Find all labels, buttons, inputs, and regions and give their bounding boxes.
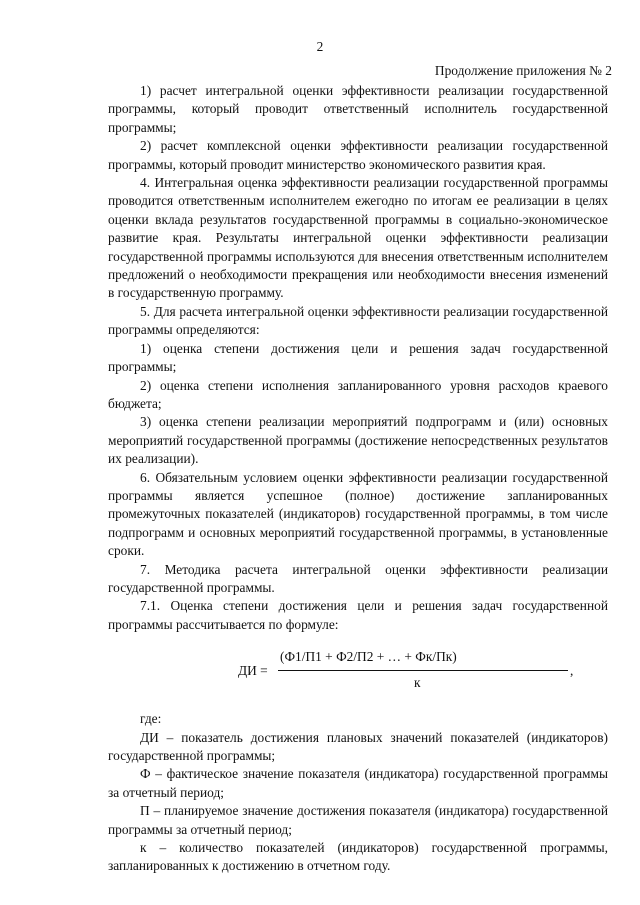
paragraph: 7.1. Оценка степени достижения цели и решения задач государственной программы рассчитывается по формуле: (108, 598, 608, 632)
paragraph: 5. Для расчета интегральной оценки эффективности реализации государственной программы определяются: (108, 303, 608, 338)
formula-numerator: (Ф1/П1 + Ф2/П2 + … + Фк/Пк) (280, 649, 457, 665)
document-body (108, 82, 608, 876)
definition: ДИ – показатель достижения плановых значений показателей (индикаторов) государственной программы; (108, 729, 608, 763)
appendix-header: Продолжение приложения № 2 (434, 63, 612, 78)
formula-denominator: к (414, 675, 421, 691)
definition: к – количество показателей (индикаторов) государственной программы, запланированных к достижению в отчетном году. (108, 840, 608, 874)
paragraph: 4. Интегральная оценка эффективности реализации государственной программы проводится ответственным исполнителем ежегодно по итогам ее реализации в целях оценки вклада результатов государственной программы в социально-экономическое развитие края. Результаты интегральной оценки эффективности реализации государственной программы используются для внесения ответственным исполнителем предложений о необходимости прекращения или необходимости внесения изменений в государственную программу. (108, 175, 608, 301)
paragraph: 2) оценка степени исполнения запланированного уровня расходов краевого бюджета; (108, 377, 608, 411)
definition: П – планируемое значение достижения показателя (индикатора) государственной программы за отчетный период; (108, 803, 608, 837)
paragraph: 2) расчет комплексной оценки эффективности реализации государственной программы, который проводит министерство экономического развития края. (108, 138, 608, 172)
fraction-bar (278, 670, 568, 671)
paragraph: 7. Методика расчета интегральной оценки эффективности реализации государственной программы. (108, 561, 608, 595)
paragraph: 6. Обязательным условием оценки эффективности реализации государственной программы является успешное (полное) достижение запланированных промежуточных показателей (индикаторов) государственной программы, в том числе подпрограмм и основных мероприятий государственной программы, в установленные сроки. (108, 469, 608, 559)
paragraph: 1) оценка степени достижения цели и решения задач государственной программы; (108, 340, 608, 375)
paragraph: 1) расчет интегральной оценки эффективности реализации государственной программы, который проводит ответственный исполнитель государственной программы; (108, 83, 608, 135)
formula-lhs: ДИ = (238, 663, 268, 679)
definition: Ф – фактическое значение показателя (индикатора) государственной программы за отчетный период; (108, 766, 608, 800)
where-label: где: (140, 711, 162, 727)
formula-trailing: , (570, 663, 574, 679)
page-number: 2 (316, 39, 324, 54)
paragraph: 3) оценка степени реализации мероприятий подпрограмм и (или) основных мероприятий государственной программы (достижение непосредственных результатов их реализации). (108, 414, 608, 467)
formula (108, 640, 608, 704)
